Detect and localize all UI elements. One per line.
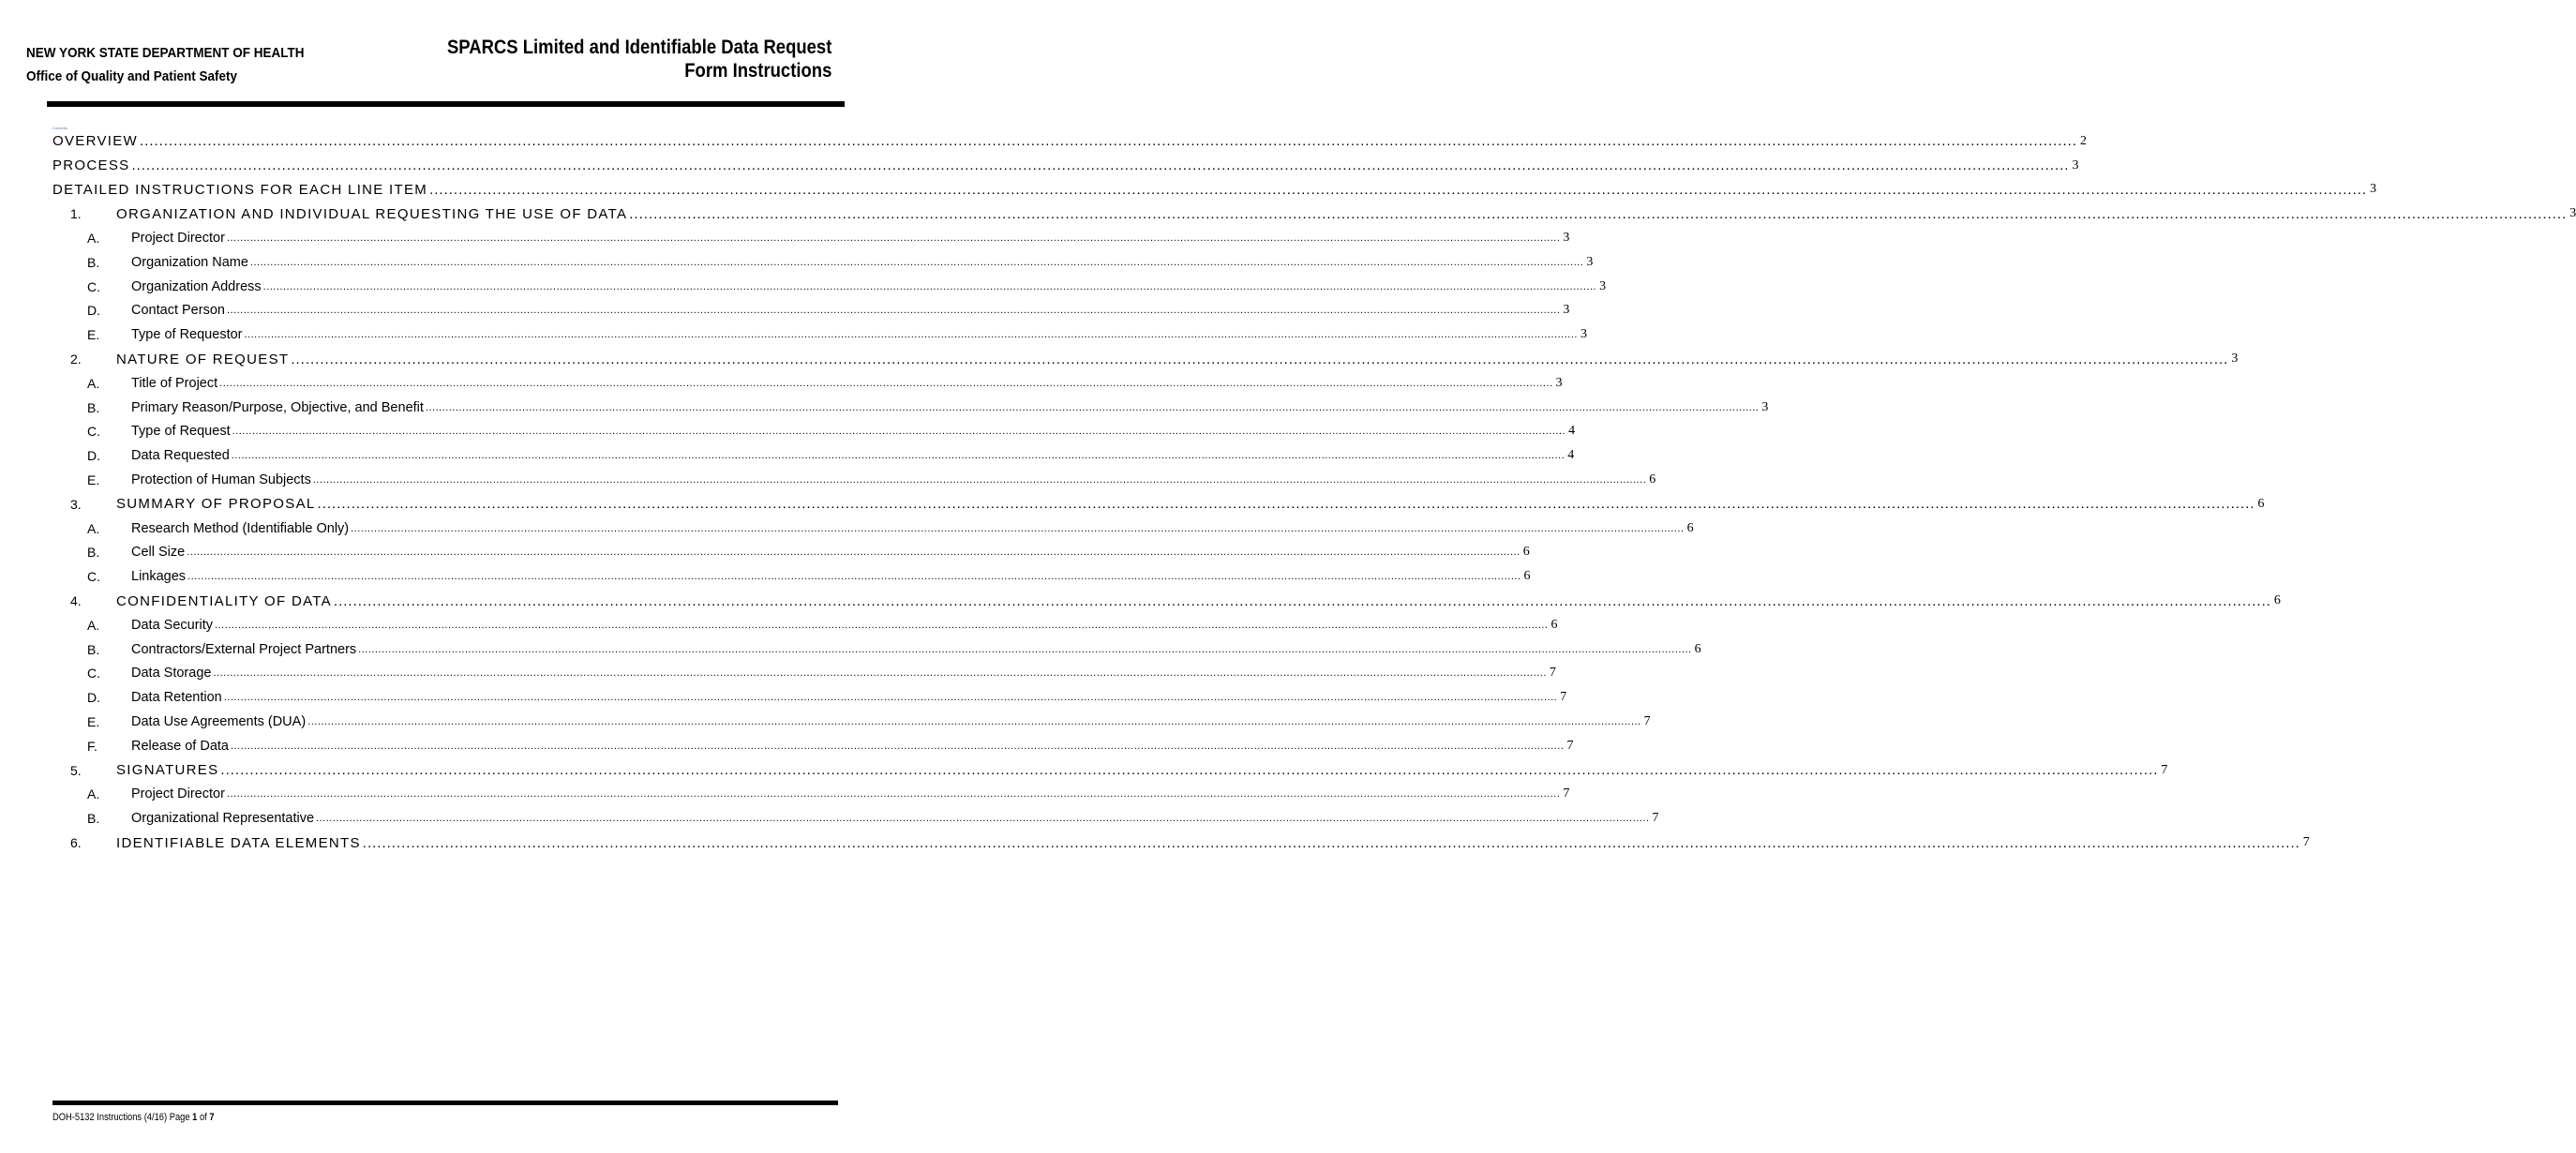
toc-dot-leader: ................................................................................................................................................................................................................................................................................................................................................................................................................ bbox=[249, 256, 1584, 268]
toc-entry-page[interactable]: 7 bbox=[2302, 835, 2310, 849]
toc-entry-number: B. bbox=[87, 545, 100, 561]
toc-entry-number: A. bbox=[87, 231, 100, 247]
toc-entry-page[interactable]: 3 bbox=[1586, 254, 1594, 269]
toc-entry-number: 3. bbox=[70, 496, 82, 512]
toc-dot-leader: ................................................................................................................................................................................................................................................................................................................................................................................................................ bbox=[226, 305, 1561, 317]
toc-entry[interactable] bbox=[52, 806, 1659, 831]
toc-entry-page[interactable]: 6 bbox=[1523, 569, 1531, 584]
toc-dot-leader: ................................................................................................................................................................................................................................................................................................................................................................................................................ bbox=[629, 205, 2568, 222]
toc-entry-number: 1. bbox=[70, 206, 82, 222]
toc-entry-page[interactable]: 2 bbox=[2079, 133, 2087, 148]
toc-entry-title[interactable]: Primary Reason/Purpose, Objective, and Benefit bbox=[131, 399, 424, 415]
toc-dot-leader: ................................................................................................................................................................................................................................................................................................................................................................................................................ bbox=[425, 401, 1760, 413]
toc-entry-page[interactable]: 6 bbox=[1686, 520, 1694, 535]
toc-entry-number: B. bbox=[87, 641, 100, 657]
toc-dot-leader: ................................................................................................................................................................................................................................................................................................................................................................................................................ bbox=[291, 351, 2229, 367]
toc-dot-leader: ................................................................................................................................................................................................................................................................................................................................................................................................................ bbox=[312, 474, 1647, 487]
toc-entry-title[interactable]: Contact Person bbox=[131, 303, 225, 319]
toc-dot-leader: ................................................................................................................................................................................................................................................................................................................................................................................................................ bbox=[187, 571, 1521, 583]
toc-entry[interactable] bbox=[52, 517, 1694, 541]
toc-entry-title[interactable]: Data Use Agreements (DUA) bbox=[131, 714, 307, 730]
toc-entry-page[interactable]: 3 bbox=[1563, 303, 1570, 318]
page-footer bbox=[52, 1112, 215, 1123]
toc-dot-leader: ................................................................................................................................................................................................................................................................................................................................................................................................................ bbox=[317, 496, 2255, 513]
toc-entry-page[interactable]: 6 bbox=[2257, 496, 2265, 511]
toc-entry-number: D. bbox=[87, 303, 100, 319]
toc-dot-leader: ................................................................................................................................................................................................................................................................................................................................................................................................................ bbox=[220, 762, 2159, 779]
toc-entry-title[interactable]: Contractors/External Project Partners bbox=[131, 641, 357, 657]
toc-entry-title[interactable]: Release of Data bbox=[131, 738, 229, 754]
toc-entry[interactable] bbox=[52, 783, 1570, 807]
toc-dot-leader: ................................................................................................................................................................................................................................................................................................................................................................................................................ bbox=[244, 329, 1578, 341]
toc-entry-page[interactable]: 3 bbox=[1555, 375, 1563, 390]
toc-entry[interactable] bbox=[52, 734, 1574, 758]
footer-page-number: 1 bbox=[192, 1112, 198, 1123]
toc-entry[interactable] bbox=[52, 468, 1656, 492]
toc-entry-title[interactable]: Project Director bbox=[131, 786, 225, 802]
toc-entry[interactable] bbox=[52, 492, 2265, 517]
toc-dot-leader: ................................................................................................................................................................................................................................................................................................................................................................................................................ bbox=[226, 232, 1561, 245]
toc-dot-leader: ................................................................................................................................................................................................................................................................................................................................................................................................................ bbox=[213, 667, 1547, 680]
toc-entry[interactable] bbox=[52, 250, 1594, 275]
toc-entry-title[interactable]: Linkages bbox=[131, 569, 187, 585]
toc-dot-leader: ................................................................................................................................................................................................................................................................................................................................................................................................................ bbox=[223, 692, 1558, 704]
toc-entry-page[interactable]: 3 bbox=[2072, 157, 2079, 172]
toc-entry[interactable] bbox=[52, 589, 2281, 613]
toc-entry-number: 6. bbox=[70, 835, 82, 850]
toc-dot-leader: ................................................................................................................................................................................................................................................................................................................................................................................................................ bbox=[131, 157, 2070, 174]
toc-entry-title[interactable]: Type of Requestor bbox=[131, 327, 243, 343]
toc-dot-leader: ................................................................................................................................................................................................................................................................................................................................................................................................................ bbox=[219, 377, 1553, 389]
toc-entry[interactable] bbox=[52, 275, 1607, 299]
toc-entry-number: C. bbox=[87, 278, 100, 294]
toc-entry[interactable] bbox=[52, 662, 1556, 686]
toc-entry-title[interactable]: Data Requested bbox=[131, 448, 230, 464]
footer-of: of bbox=[197, 1112, 210, 1123]
toc-entry[interactable] bbox=[52, 202, 2576, 226]
toc-dot-leader: ................................................................................................................................................................................................................................................................................................................................................................................................................ bbox=[429, 181, 2368, 198]
toc-entry-number: F. bbox=[87, 738, 97, 754]
toc-entry-number: C. bbox=[87, 424, 100, 440]
toc-dot-leader: ................................................................................................................................................................................................................................................................................................................................................................................................................ bbox=[139, 133, 2077, 150]
toc-entry-page[interactable]: 3 bbox=[1580, 327, 1587, 342]
toc-entry-page[interactable]: 7 bbox=[1560, 690, 1567, 705]
toc-entry[interactable] bbox=[52, 613, 1558, 637]
toc-entry-page[interactable]: 7 bbox=[1566, 738, 1574, 753]
toc-entry-title[interactable]: Data Storage bbox=[131, 666, 212, 681]
toc-entry-number: C. bbox=[87, 569, 100, 585]
toc-entry-title[interactable]: PROCESS bbox=[52, 157, 130, 174]
toc-entry-number: D. bbox=[87, 690, 100, 706]
toc-entry-title[interactable]: Organizational Representative bbox=[131, 811, 315, 827]
toc-entry-number: E. bbox=[87, 472, 100, 488]
toc-entry[interactable] bbox=[52, 710, 1651, 734]
toc-entry-page[interactable]: 7 bbox=[1563, 786, 1570, 801]
toc-entry-title[interactable]: Type of Request bbox=[131, 424, 231, 440]
toc-entry[interactable] bbox=[52, 154, 2079, 178]
toc-entry-title[interactable]: Research Method (Identifiable Only) bbox=[131, 520, 350, 536]
toc-entry-title[interactable]: Cell Size bbox=[131, 545, 186, 561]
toc-entry[interactable] bbox=[52, 541, 1530, 565]
toc-entry-number: A. bbox=[87, 375, 100, 391]
toc-dot-leader: ................................................................................................................................................................................................................................................................................................................................................................................................................ bbox=[307, 716, 1641, 728]
toc-entry-number: C. bbox=[87, 666, 100, 681]
toc-dot-leader: ................................................................................................................................................................................................................................................................................................................................................................................................................ bbox=[232, 426, 1566, 438]
toc-entry-page[interactable]: 6 bbox=[1522, 545, 1530, 560]
toc-entry-number: A. bbox=[87, 786, 100, 802]
toc-entry[interactable] bbox=[52, 443, 1575, 468]
toc-entry-title[interactable]: OVERVIEW bbox=[52, 133, 138, 150]
toc-entry-number: A. bbox=[87, 617, 100, 633]
toc-entry-page[interactable]: 6 bbox=[1694, 641, 1701, 656]
toc-entry[interactable] bbox=[52, 371, 1563, 396]
toc-entry-page[interactable]: 3 bbox=[2231, 352, 2239, 367]
toc-entry-title[interactable]: Protection of Human Subjects bbox=[131, 472, 311, 488]
toc-entry-title[interactable]: Data Retention bbox=[131, 690, 222, 706]
toc-entry-number: 2. bbox=[70, 352, 82, 367]
toc-dot-leader: ................................................................................................................................................................................................................................................................................................................................................................................................................ bbox=[351, 522, 1685, 534]
toc-entry-title[interactable]: IDENTIFIABLE DATA ELEMENTS bbox=[116, 834, 361, 851]
toc-dot-leader: ................................................................................................................................................................................................................................................................................................................................................................................................................ bbox=[333, 592, 2271, 609]
toc-entry-page[interactable]: 4 bbox=[1568, 424, 1576, 439]
toc-caption: Contents bbox=[52, 126, 68, 130]
toc-entry-title[interactable]: NATURE OF REQUEST bbox=[116, 351, 290, 367]
document-title-line1: SPARCS Limited and Identifiable Data Request bbox=[446, 37, 831, 58]
toc-entry-page[interactable]: 7 bbox=[2161, 762, 2168, 777]
footer-page-total: 7 bbox=[209, 1112, 215, 1123]
toc-entry-page[interactable]: 3 bbox=[1761, 399, 1769, 414]
toc-entry-number: B. bbox=[87, 254, 100, 270]
toc-entry-number: 5. bbox=[70, 762, 82, 778]
toc-entry-page[interactable]: 3 bbox=[1599, 278, 1607, 293]
toc-entry-title[interactable]: Data Security bbox=[131, 617, 214, 633]
toc-entry[interactable] bbox=[52, 322, 1587, 347]
header-divider bbox=[47, 101, 845, 107]
toc-entry-page[interactable]: 3 bbox=[2370, 182, 2377, 197]
toc-entry-page[interactable]: 7 bbox=[1652, 811, 1659, 826]
footer-divider bbox=[52, 1101, 838, 1105]
toc-entry-page[interactable]: 3 bbox=[1563, 231, 1570, 246]
toc-entry-title[interactable]: CONFIDENTIALITY OF DATA bbox=[116, 592, 332, 609]
toc-dot-leader: ................................................................................................................................................................................................................................................................................................................................................................................................................ bbox=[230, 740, 1565, 752]
toc-entry-number: E. bbox=[87, 714, 100, 730]
toc-entry-title[interactable]: Title of Project bbox=[131, 375, 218, 391]
toc-entry-title[interactable]: SIGNATURES bbox=[116, 762, 219, 779]
toc-entry[interactable] bbox=[52, 396, 1769, 420]
toc-entry-page[interactable]: 4 bbox=[1567, 448, 1575, 463]
department-name: NEW YORK STATE DEPARTMENT OF HEALTH bbox=[26, 45, 305, 61]
toc-entry[interactable] bbox=[52, 685, 1567, 710]
toc-entry[interactable] bbox=[52, 178, 2377, 202]
toc-entry[interactable] bbox=[52, 831, 2310, 855]
toc-dot-leader: ................................................................................................................................................................................................................................................................................................................................................................................................................ bbox=[362, 834, 2300, 851]
toc-entry-page[interactable]: 6 bbox=[1550, 617, 1558, 632]
toc-dot-leader: ................................................................................................................................................................................................................................................................................................................................................................................................................ bbox=[358, 643, 1692, 655]
toc-entry[interactable] bbox=[52, 420, 1576, 444]
toc-entry-title[interactable]: DETAILED INSTRUCTIONS FOR EACH LINE ITEM bbox=[52, 181, 428, 198]
toc-entry-title[interactable]: ORGANIZATION AND INDIVIDUAL REQUESTING THE USE OF DATA bbox=[116, 205, 628, 222]
document-title-line2: Form Instructions bbox=[683, 60, 831, 82]
toc-entry[interactable] bbox=[52, 226, 1570, 250]
header-left bbox=[26, 41, 335, 88]
toc-entry[interactable] bbox=[52, 637, 1701, 662]
toc-entry[interactable] bbox=[52, 299, 1570, 323]
toc-entry-number: 4. bbox=[70, 593, 82, 609]
header-right bbox=[395, 36, 831, 82]
toc-entry-number: B. bbox=[87, 811, 100, 827]
toc-dot-leader: ................................................................................................................................................................................................................................................................................................................................................................................................................ bbox=[316, 813, 1650, 825]
toc-entry-page[interactable]: 3 bbox=[2569, 206, 2576, 221]
toc-entry[interactable] bbox=[52, 347, 2239, 371]
toc-dot-leader: ................................................................................................................................................................................................................................................................................................................................................................................................................ bbox=[226, 788, 1561, 801]
table-of-contents bbox=[52, 129, 2576, 855]
toc-entry-number: B. bbox=[87, 399, 100, 415]
toc-entry-number: D. bbox=[87, 448, 100, 464]
toc-entry-title[interactable]: Organization Address bbox=[131, 278, 262, 294]
toc-entry-page[interactable]: 7 bbox=[1549, 666, 1556, 681]
office-name: Office of Quality and Patient Safety bbox=[26, 68, 238, 84]
toc-entry-title[interactable]: Project Director bbox=[131, 231, 225, 247]
toc-entry-number: E. bbox=[87, 327, 100, 343]
toc-dot-leader: ................................................................................................................................................................................................................................................................................................................................................................................................................ bbox=[215, 619, 1549, 631]
toc-dot-leader: ................................................................................................................................................................................................................................................................................................................................................................................................................ bbox=[262, 280, 1597, 292]
toc-dot-leader: ................................................................................................................................................................................................................................................................................................................................................................................................................ bbox=[231, 450, 1565, 462]
toc-entry-title[interactable]: SUMMARY OF PROPOSAL bbox=[116, 496, 316, 513]
toc-entry-page[interactable]: 6 bbox=[1649, 472, 1656, 487]
toc-entry-title[interactable]: Organization Name bbox=[131, 254, 248, 270]
toc-dot-leader: ................................................................................................................................................................................................................................................................................................................................................................................................................ bbox=[187, 547, 1520, 559]
toc-entry-page[interactable]: 6 bbox=[2273, 593, 2281, 608]
toc-entry-page[interactable]: 7 bbox=[1643, 714, 1651, 729]
toc-entry[interactable] bbox=[52, 564, 1531, 589]
footer-form-id: DOH-5132 Instructions (4/16) Page bbox=[52, 1112, 193, 1123]
toc-entry-number: A. bbox=[87, 520, 100, 536]
toc-entry[interactable] bbox=[52, 129, 2087, 154]
toc-entry[interactable] bbox=[52, 758, 2168, 783]
